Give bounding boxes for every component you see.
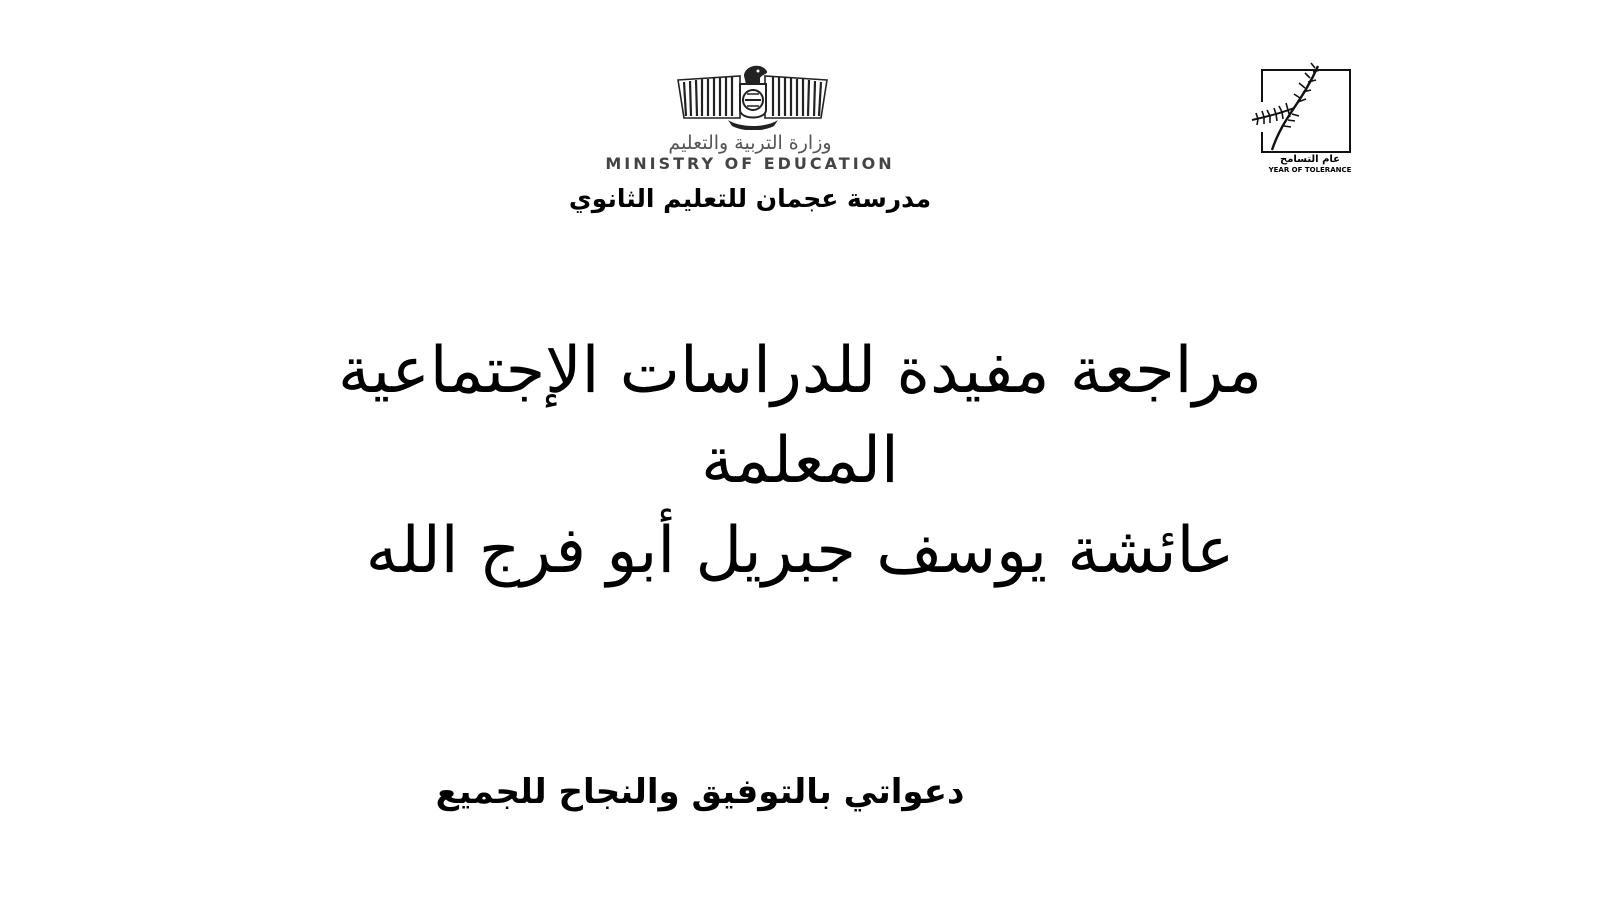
- closing-wishes: دعواتي بالتوفيق والنجاح للجميع: [435, 772, 965, 812]
- review-title: مراجعة مفيدة للدراسات الإجتماعية: [337, 334, 1263, 408]
- tolerance-english-text: YEAR OF TOLERANCE: [1268, 166, 1352, 174]
- year-of-tolerance-logo: [1248, 62, 1356, 180]
- ghaf-tree-icon: [1248, 62, 1356, 154]
- ministry-english-text: MINISTRY OF EDUCATION: [605, 154, 895, 173]
- tolerance-arabic-text: عام التسامح: [1280, 154, 1340, 165]
- ministry-arabic-text: وزارة التربية والتعليم: [668, 132, 832, 154]
- uae-falcon-emblem-icon: [670, 62, 835, 130]
- school-name: مدرسة عجمان للتعليم الثانوي: [568, 184, 932, 213]
- teacher-label: المعلمة: [701, 424, 899, 498]
- title-block: [260, 326, 1340, 596]
- teacher-name: عائشة يوسف جبريل أبو فرج الله: [365, 514, 1235, 588]
- ministry-logo: [515, 62, 985, 174]
